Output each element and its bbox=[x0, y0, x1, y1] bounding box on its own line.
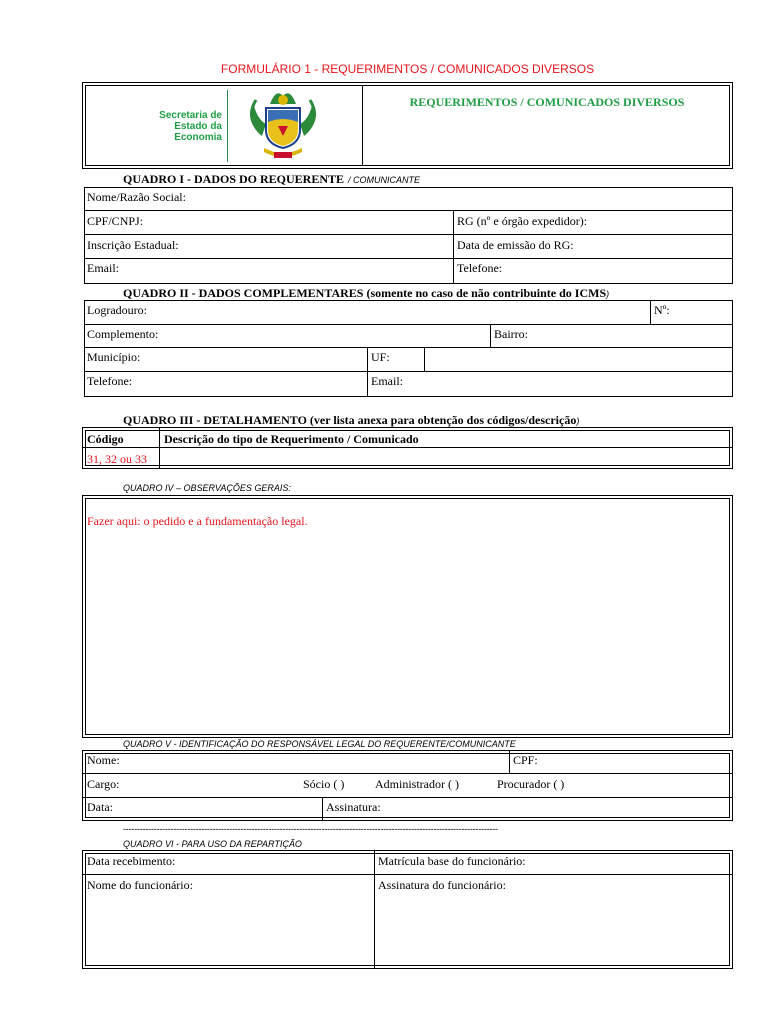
nome-funcionario-field[interactable]: Nome do funcionário: bbox=[87, 878, 193, 892]
quadro1-title-text: QUADRO I - DADOS DO REQUERENTE bbox=[123, 172, 345, 186]
numero-field[interactable]: Nº: bbox=[654, 303, 670, 317]
quadro2-title-text: QUADRO II - DADOS COMPLEMENTARES (somente no caso de não contribuinte do ICMS bbox=[123, 286, 607, 300]
goias-coat-of-arms-icon bbox=[240, 86, 326, 164]
org-line-3: Economia bbox=[174, 132, 222, 143]
data-rg-field[interactable]: Data de emissão do RG: bbox=[457, 238, 574, 252]
data-field[interactable]: Data: bbox=[87, 800, 113, 814]
org-line-2: Estado da bbox=[174, 121, 222, 132]
logradouro-field[interactable]: Logradouro: bbox=[87, 303, 147, 317]
bairro-field[interactable]: Bairro: bbox=[494, 327, 528, 341]
quadro2-title bbox=[123, 286, 609, 301]
assinatura-field[interactable]: Assinatura: bbox=[326, 800, 381, 814]
col-descricao: Descrição do tipo de Requerimento / Comunicado bbox=[164, 432, 419, 446]
administrador-checkbox[interactable]: Administrador ( ) bbox=[375, 777, 459, 791]
rg-field[interactable]: RG (nº e órgão expedidor): bbox=[457, 214, 588, 228]
matricula-field[interactable]: Matrícula base do funcionário: bbox=[378, 854, 526, 868]
telefone2-field[interactable]: Telefone: bbox=[87, 374, 133, 388]
email2-field[interactable]: Email: bbox=[371, 374, 403, 388]
municipio-field[interactable]: Município: bbox=[87, 350, 141, 364]
quadro3-title bbox=[123, 413, 579, 428]
email-field[interactable]: Email: bbox=[87, 261, 119, 275]
complemento-field[interactable]: Complemento: bbox=[87, 327, 159, 341]
observacoes-placeholder: Fazer aqui: o pedido e a fundamentação legal. bbox=[87, 514, 308, 528]
quadro5-title: QUADRO V - IDENTIFICAÇÃO DO RESPONSÁVEL LEGAL DO REQUERENTE/COMUNICANTE bbox=[123, 739, 516, 749]
ie-field[interactable]: Inscrição Estadual: bbox=[87, 238, 179, 252]
quadro2-box bbox=[84, 300, 733, 397]
org-line-1: Secretaria de bbox=[159, 110, 222, 121]
telefone-field[interactable]: Telefone: bbox=[457, 261, 503, 275]
descricao-input[interactable] bbox=[160, 448, 732, 468]
cargo-field[interactable]: Cargo: bbox=[87, 777, 120, 791]
org-name bbox=[118, 110, 222, 143]
quadro3-title-close: ) bbox=[576, 416, 580, 426]
nome-field[interactable]: Nome/Razão Social: bbox=[87, 190, 186, 204]
quadro1-title-suffix: / COMUNICANTE bbox=[348, 175, 421, 185]
uf-field[interactable]: UF: bbox=[371, 350, 390, 364]
cpf-field[interactable]: CPF/CNPJ: bbox=[87, 214, 144, 228]
quadro1-title bbox=[123, 172, 420, 187]
quadro3-title-text: QUADRO III - DETALHAMENTO (ver lista anexa para obtenção dos códigos/descrição bbox=[123, 413, 577, 427]
col-codigo: Código bbox=[87, 432, 124, 446]
quadro6-title: QUADRO VI - PARA USO DA REPARTIÇÃO bbox=[123, 839, 302, 849]
quadro4-title: QUADRO IV – OBSERVAÇÕES GERAIS: bbox=[123, 483, 291, 493]
socio-checkbox[interactable]: Sócio ( ) bbox=[303, 777, 345, 791]
codigo-value[interactable]: 31, 32 ou 33 bbox=[87, 452, 147, 466]
resp-nome-field[interactable]: Nome: bbox=[87, 753, 120, 767]
procurador-checkbox[interactable]: Procurador ( ) bbox=[497, 777, 565, 791]
data-recebimento-field[interactable]: Data recebimento: bbox=[87, 854, 176, 868]
quadro2-title-close: ) bbox=[606, 289, 610, 299]
form-subtitle: REQUERIMENTOS / COMUNICADOS DIVERSOS bbox=[409, 95, 685, 109]
assinatura-funcionario-field[interactable]: Assinatura do funcionário: bbox=[378, 878, 506, 892]
quadro4-box[interactable] bbox=[82, 495, 733, 738]
cut-separator: -------------------------------------------------------------------------------------------------------------------------------------- bbox=[123, 824, 498, 834]
form-title: FORMULÁRIO 1 - REQUERIMENTOS / COMUNICADOS DIVERSOS bbox=[220, 62, 595, 76]
resp-cpf-field[interactable]: CPF: bbox=[513, 753, 538, 767]
